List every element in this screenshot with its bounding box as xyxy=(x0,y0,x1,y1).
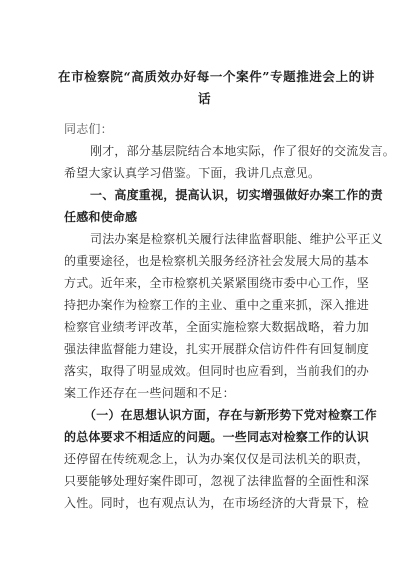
document-title-line-1: 在市检察院“高质效办好每一个案件”专题推进会上的讲 xyxy=(58,69,375,84)
paragraph-line: 检察官业绩考评改革，全面实施检察大数据战略，着力加 xyxy=(64,320,370,334)
document-title-line-2: 话 xyxy=(198,91,212,106)
paragraph-line: 还停留在传统观念上，认为办案仅仅是司法机关的职责， xyxy=(64,452,370,466)
paragraph-line: 强法律监督能力建设，扎实开展群众信访件件有回复制度 xyxy=(64,342,370,356)
paragraph-line: 案工作还存在一些问题和不足： xyxy=(64,386,235,400)
paragraph-line: 落实，取得了明显成效。但同时也应看到，当前我们的办 xyxy=(64,364,370,378)
subsection-heading: （一）在思想认识方面，存在与新形势下党对检察工作 xyxy=(84,408,377,422)
paragraph-line: 方式。近年来，全市检察机关紧紧围绕市委中心工作，坚 xyxy=(64,276,370,290)
section-heading: 任感和使命感 xyxy=(64,210,138,224)
paragraph-line: 司法办案是检察机关履行法律监督职能、维护公平正义 xyxy=(90,232,383,246)
paragraph-line: 持把办案作为检察工作的主业、重中之重来抓，深入推进 xyxy=(64,298,370,312)
salutation: 同志们： xyxy=(64,122,113,136)
paragraph-line: 入性。同时，也有观点认为，在市场经济的大背景下，检 xyxy=(64,496,370,510)
paragraph-line: 刚才，部分基层院结合本地实际，作了很好的交流发言。 xyxy=(90,144,396,158)
subsection-heading: 的总体要求不相适应的问题。一些同志对检察工作的认识 xyxy=(64,430,370,444)
paragraph-line: 希望大家认真学习借鉴。下面，我讲几点意见。 xyxy=(64,166,321,180)
section-heading: 一、高度重视，提高认识，切实增强做好办案工作的责 xyxy=(90,188,383,202)
paragraph-line: 的重要途径，也是检察机关服务经济社会发展大局的基本 xyxy=(64,254,370,268)
paragraph-line: 只要能够处理好案件即可，忽视了法律监督的全面性和深 xyxy=(64,474,370,488)
